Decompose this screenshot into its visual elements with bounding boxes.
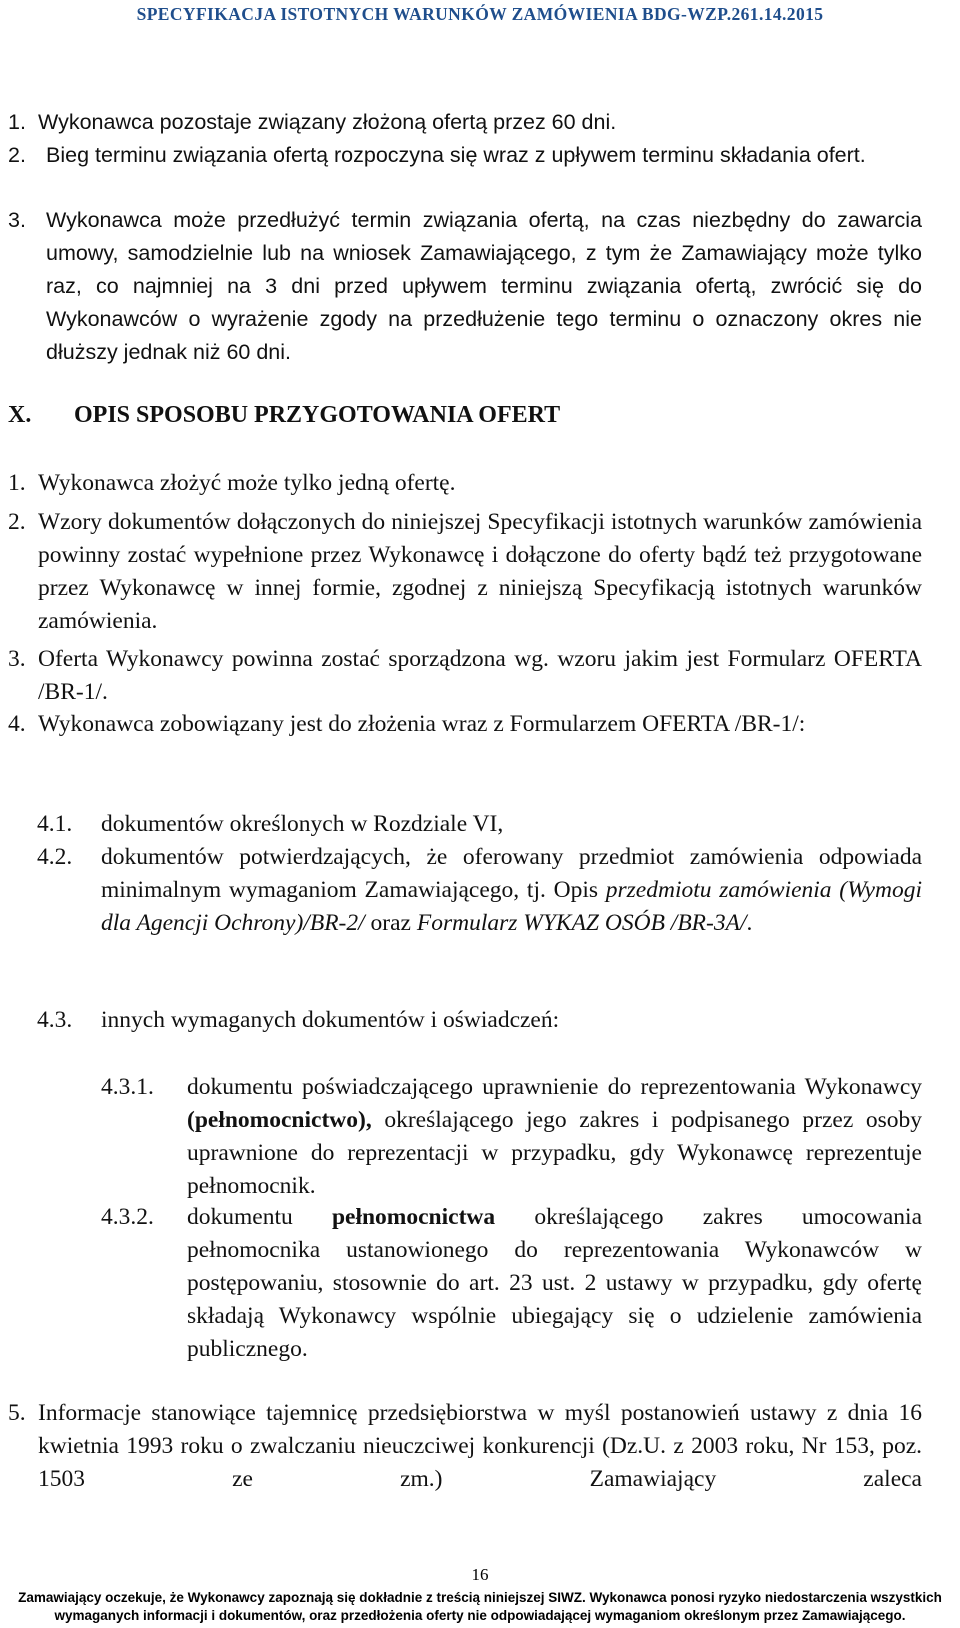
item-text: Informacje stanowiące tajemnicę przedsiębiorstwa w myśl postanowień ustawy z dnia 16 kwietnia 1993 roku o zwalczaniu nieuczciwej konkurencji (Dz.U. z 2003 roku, Nr 153, poz. 1503 ze zm.) Zamawiający zaleca (38, 1400, 922, 1492)
item-text: dokumentów określonych w Rozdziale VI, (101, 811, 504, 837)
item-text: Wykonawca zobowiązany jest do złożenia wraz z Formularzem OFERTA /BR-1/: (38, 711, 806, 737)
item-number: 4.2. (37, 844, 73, 870)
item-number: 4. (8, 711, 26, 737)
item-text: dokumentów potwierdzających, że oferowany przedmiot zamówienia odpowiada minimalnym wymaganiom Zamawiającego, tj. Opis przedmiotu zamówienia (Wymogi dla Agencji Ochrony)/BR-2/ oraz Formularz WYKAZ OSÓB /BR-3A/. (101, 844, 922, 936)
item-text: innych wymaganych dokumentów i oświadczeń: (101, 1007, 560, 1033)
item-text: dokumentu pełnomocnictwa określającego zakres umocowania pełnomocnika ustanowionego do reprezentowania Wykonawców w postępowaniu, stosownie do art. 23 ust. 2 ustawy w przypadku, gdy ofertę składają Wykonawcy wspólnie ubiegający się o udzielenie zamówienia publicznego. (187, 1204, 923, 1362)
item-number: 3. (8, 208, 26, 232)
item-number: 4.3.1. (101, 1074, 154, 1100)
bold-text: (pełnomocnictwo), (187, 1107, 372, 1133)
item-number: 2. (8, 143, 26, 167)
item-text: Oferta Wykonawcy powinna zostać sporządzona wg. wzoru jakim jest Formularz OFERTA /BR-1/. (38, 646, 922, 705)
item-text: Wzory dokumentów dołączonych do niniejszej Specyfikacji istotnych warunków zamówienia powinny zostać wypełnione przez Wykonawcę i dołączone do oferty bądź też przygotowane przez Wykonawcę w innej formie, zgodnej z niniejszą Specyfikacją istotnych warunków zamówienia. (38, 509, 922, 634)
item-number: 4.3.2. (101, 1204, 154, 1230)
bold-text: pełnomocnictwa (331, 1204, 496, 1230)
footer-note: Zamawiający oczekuje, że Wykonawcy zapoznają się dokładnie z treścią niniejszej SIWZ. Wykonawca ponosi ryzyko niedostarczenia wszystkich wymaganych informacji i dokumentów, oraz przedłożenia oferty nie odpowiadającej wymaganiom określonym przez Zamawiającego. (18, 1590, 942, 1623)
page-header: SPECYFIKACJA ISTOTNYCH WARUNKÓW ZAMÓWIENIA BDG-WZP.261.14.2015 (136, 4, 824, 24)
item-number: 1. (8, 110, 26, 134)
page-number: 16 (471, 1565, 489, 1584)
section-number: X. (8, 402, 32, 428)
item-text: Bieg terminu związania ofertą rozpoczyna się wraz z upływem terminu składania ofert. (46, 143, 866, 167)
item-number: 5. (8, 1400, 26, 1426)
italic-text: Formularz WYKAZ OSÓB /BR-3A/ (416, 910, 747, 936)
item-text: Wykonawca może przedłużyć termin związania ofertą, na czas niezbędny do zawarcia umowy, samodzielnie lub na wniosek Zamawiającego, z tym że Zamawiający może tylko raz, co najmniej na 3 dni przed upływem terminu związania ofertą, zwrócić się do Wykonawców o wyrażenie zgody na przedłużenie tego terminu o oznaczony okres nie dłuższy jednak niż 60 dni. (46, 208, 922, 364)
item-text: Wykonawca pozostaje związany złożoną ofertą przez 60 dni. (38, 110, 617, 134)
section-title: OPIS SPOSOBU PRZYGOTOWANIA OFERT (74, 402, 561, 428)
item-number: 4.1. (37, 811, 73, 837)
italic-text: przedmiotu zamówienia (Wymogi dla Agencji Ochrony)/BR-2/ (101, 877, 922, 936)
item-number: 3. (8, 646, 26, 672)
section-heading (8, 402, 560, 429)
item-text: dokumentu poświadczającego uprawnienie do reprezentowania Wykonawcy (pełnomocnictwo), określającego jego zakres i podpisanego przez osoby uprawnione do reprezentacji w przypadku, gdy Wykonawcę reprezentuje pełnomocnik. (187, 1074, 923, 1199)
item-number: 4.3. (37, 1007, 73, 1033)
item-text: Wykonawca złożyć może tylko jedną ofertę. (38, 470, 456, 496)
item-number: 2. (8, 509, 26, 535)
item-number: 1. (8, 470, 26, 496)
